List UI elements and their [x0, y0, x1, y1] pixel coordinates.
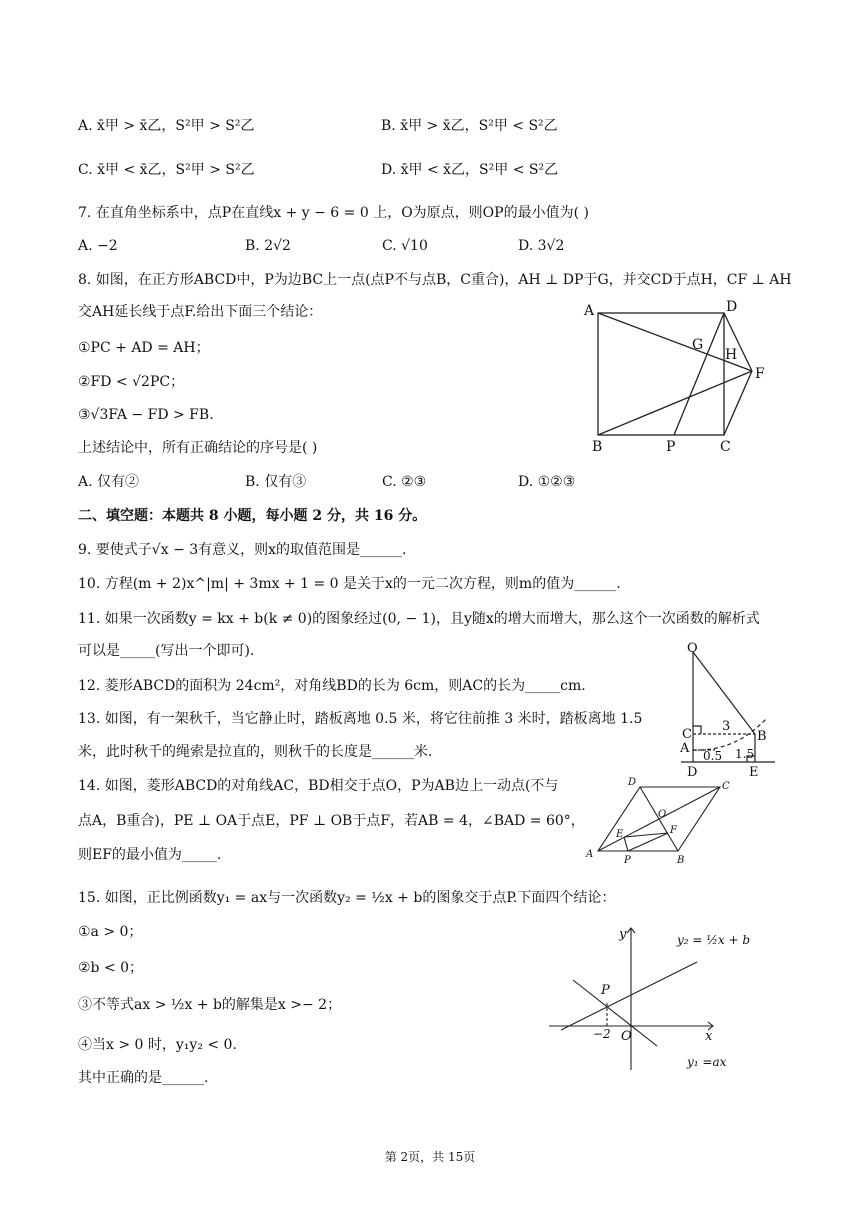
line-dp	[674, 313, 724, 435]
label-p: P	[666, 439, 676, 455]
q14-line1: 14. 如图，菱形ABCD的对角线AC，BD相交于点O，P为AB边上一动点(不与	[78, 778, 559, 794]
q8-option-b: B. 仅有③	[245, 474, 307, 490]
q13-line2: 米，此时秋千的绳索是拉直的，则秋千的长度是______米.	[78, 744, 433, 760]
line-y2	[561, 962, 697, 1030]
q14-rhombus-figure	[584, 775, 734, 867]
label-0-5: 0.5	[703, 749, 723, 763]
q8-conclusion-3: ③√3FA − FD > FB.	[78, 407, 214, 423]
label-p: P	[601, 983, 610, 998]
q8-option-c: C. ②③	[382, 474, 427, 490]
label-a: A	[586, 849, 594, 860]
label-3: 3	[722, 719, 731, 734]
label-x-axis: x	[705, 1029, 713, 1044]
label-d: D	[687, 765, 698, 778]
label-c: C	[720, 439, 731, 455]
label-e: E	[749, 765, 759, 778]
q11-line2: 可以是_____(写出一个即可).	[78, 643, 255, 659]
q14-line2: 点A，B重合)，PE ⊥ OA于点E，PF ⊥ OB于点F，若AB = 4，∠BAD = 60°，	[78, 813, 585, 829]
label-y1-expression: y₁ =ax	[687, 1055, 727, 1069]
q7-stem: 7. 在直角坐标系中，点P在直线x + y − 6 = 0 上，O为原点，则OP的最小值为( )	[78, 205, 589, 221]
q10: 10. 方程(m + 2)x^|m| + 3mx + 1 = 0 是关于x的一元二次方程，则m的值为______.	[78, 576, 621, 592]
q8-option-a: A. 仅有②	[78, 474, 140, 490]
q11-line1: 11. 如果一次函数y = kx + b(k ≠ 0)的图象经过(0, − 1)，且y随x的增大而增大，那么这个一次函数的解析式	[78, 611, 760, 627]
q15-stem: 15. 如图，正比例函数y₁ = ax与一次函数y₂ = ½x + b的图象交于点P.下面四个结论：	[78, 890, 616, 906]
label-f: F	[755, 366, 765, 382]
label-c: C	[722, 781, 730, 792]
page-footer: 第 2页，共 15页	[384, 1150, 476, 1164]
line-y1	[573, 980, 657, 1046]
q9: 9. 要使式子√x − 3有意义，则x的取值范围是______.	[78, 542, 407, 558]
q8-conclusion-2: ②FD < √2PC；	[78, 374, 185, 390]
q15-question: 其中正确的是______.	[78, 1070, 209, 1086]
label-c: C	[682, 727, 692, 742]
label-y-axis: y	[619, 927, 627, 942]
square-abcd	[598, 313, 724, 435]
q12: 12. 菱形ABCD的面积为 24cm²，对角线BD的长为 6cm，则AC的长为_____cm.	[78, 678, 586, 694]
label-origin: O	[621, 1029, 632, 1044]
segment-pe	[624, 837, 628, 851]
q15-graph-figure	[545, 922, 765, 1080]
q8-question: 上述结论中，所有正确结论的序号是( )	[78, 440, 318, 456]
label-minus2: −2	[593, 1027, 611, 1041]
label-f: F	[670, 825, 677, 836]
label-1-5: 1.5	[735, 747, 755, 761]
q13-line1: 13. 如图，有一架秋千，当它静止时，踏板离地 0.5 米，将它往前推 3 米时，踏板离地 1.5	[78, 711, 643, 727]
q6-option-d: D. x̄甲 < x̄乙，S²甲 < S²乙	[381, 162, 559, 178]
q6-option-a: A. x̄甲 > x̄乙，S²甲 > S²乙	[78, 118, 255, 134]
label-b: B	[757, 729, 767, 744]
q15-conclusion-2: ②b < 0；	[78, 960, 144, 976]
label-d: D	[628, 777, 637, 788]
q6-option-c: C. x̄甲 < x̄乙，S²甲 > S²乙	[78, 162, 255, 178]
label-g: G	[692, 337, 704, 353]
q15-conclusion-3: ③不等式ax > ½x + b的解集是x >− 2；	[78, 997, 342, 1013]
q8-option-d: D. ①②③	[518, 474, 576, 490]
section-fill-in-heading: 二、填空题：本题共 8 小题，每小题 2 分，共 16 分。	[78, 508, 427, 524]
label-b: B	[677, 855, 685, 866]
q7-option-d: D. 3√2	[518, 238, 565, 254]
q7-option-b: B. 2√2	[245, 238, 291, 254]
label-a: A	[680, 741, 690, 756]
label-d: D	[726, 299, 738, 315]
q7-option-a: A. −2	[78, 238, 118, 254]
label-o: O	[658, 809, 667, 820]
q8-stem-line1: 8. 如图，在正方形ABCD中，P为边BC上一点(点P不与点B，C重合)，AH ⊥ DP于G，并交CD于点H，CF ⊥ AH	[78, 272, 792, 288]
q6-option-b: B. x̄甲 > x̄乙，S²甲 < S²乙	[381, 118, 558, 134]
q15-conclusion-1: ①a > 0；	[78, 924, 143, 940]
label-y2-expression: y₂ = ½x + b	[677, 933, 751, 947]
label-b: B	[592, 439, 603, 455]
q8-stem-line2: 交AH延长线于点F.给出下面三个结论：	[78, 304, 323, 320]
q7-option-c: C. √10	[382, 238, 428, 254]
label-p: P	[624, 855, 631, 866]
q8-square-figure	[580, 295, 770, 460]
label-a: A	[584, 303, 595, 319]
q8-conclusion-1: ①PC + AD = AH；	[78, 340, 210, 356]
label-h: H	[725, 347, 738, 363]
right-angle-c	[693, 726, 701, 734]
label-e: E	[616, 829, 624, 840]
label-o: O	[687, 641, 698, 656]
q14-line3: 则EF的最小值为_____.	[78, 847, 222, 863]
q13-swing-figure	[675, 638, 785, 778]
q15-conclusion-4: ④当x > 0 时，y₁y₂ < 0.	[78, 1037, 237, 1053]
